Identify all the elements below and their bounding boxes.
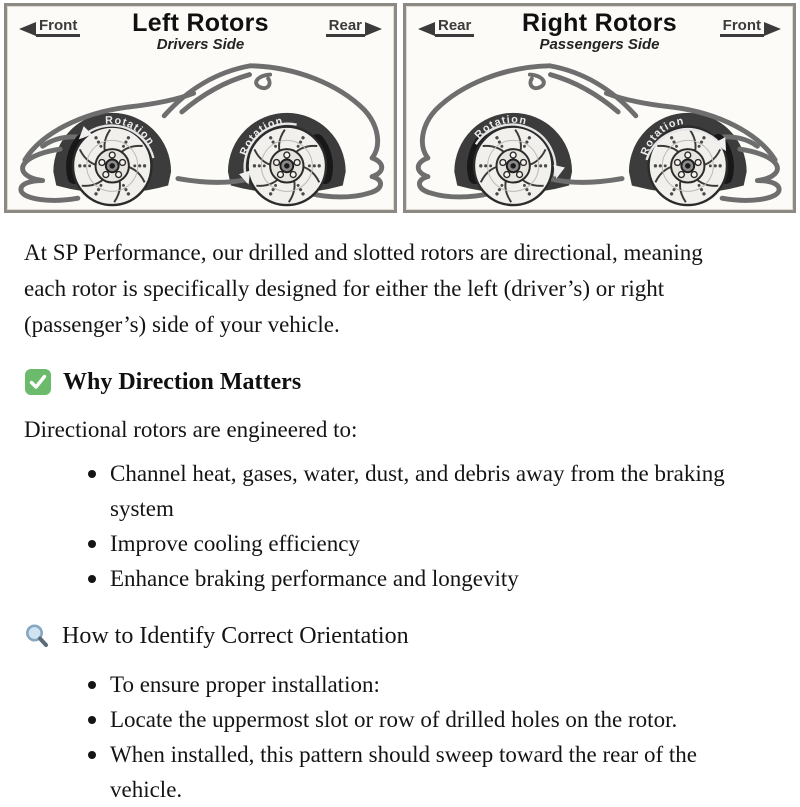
panel-subtitle: Drivers Side [156, 35, 245, 53]
left-panel-header [7, 6, 394, 54]
arrow-right-icon [365, 22, 382, 36]
panel-title: Right Rotors [522, 9, 677, 37]
left-car-illustration [7, 54, 394, 209]
front-direction-indicator [720, 17, 781, 37]
why-lead-text: Directional rotors are engineered to: [24, 417, 358, 442]
front-label: Front [36, 17, 80, 37]
list-item: Enhance braking performance and longevity [86, 561, 750, 596]
svg-text:Rotation: Rotation [472, 113, 529, 142]
rear-direction-indicator [326, 17, 382, 37]
check-icon [24, 368, 52, 396]
list-item: Improve cooling efficiency [86, 526, 750, 561]
magnifier-icon [24, 623, 51, 650]
list-item: Channel heat, gases, water, dust, and debris away from the braking system [86, 456, 750, 526]
list-item: Locate the uppermost slot or row of drilled holes on the rotor. [86, 702, 750, 737]
left-rotors-panel [4, 3, 397, 213]
article-body [0, 213, 800, 807]
rear-label: Rear [326, 17, 365, 37]
arrow-right-icon [764, 22, 781, 36]
identify-orientation-heading [24, 623, 750, 650]
why-bullet-list [24, 456, 750, 596]
right-rotors-panel [403, 3, 796, 213]
orientation-bullet-list [24, 667, 750, 807]
front-label: Front [720, 17, 764, 37]
intro-paragraph: At SP Performance, our drilled and slotted rotors are directional, meaning each rotor is specifically designed for either the left (driver’s) or right (passenger’s) side of your vehicle. [24, 240, 703, 337]
panel-subtitle: Passengers Side [539, 35, 660, 53]
rotor-direction-diagram [0, 0, 800, 213]
right-panel-header [406, 6, 793, 54]
list-item: When installed, this pattern should sweep toward the rear of the vehicle. [86, 737, 750, 807]
heading-text: Why Direction Matters [63, 368, 302, 395]
heading-text: How to Identify Correct Orientation [62, 623, 409, 649]
panel-title: Left Rotors [132, 9, 269, 37]
why-direction-matters-heading [24, 368, 750, 396]
right-car-illustration [406, 54, 793, 209]
list-item: To ensure proper installation: [86, 667, 750, 702]
svg-text:Rotation: Rotation [104, 114, 157, 148]
rear-label: Rear [435, 17, 474, 37]
svg-text:Rotation: Rotation [237, 115, 285, 158]
svg-text:Rotation: Rotation [638, 115, 686, 158]
